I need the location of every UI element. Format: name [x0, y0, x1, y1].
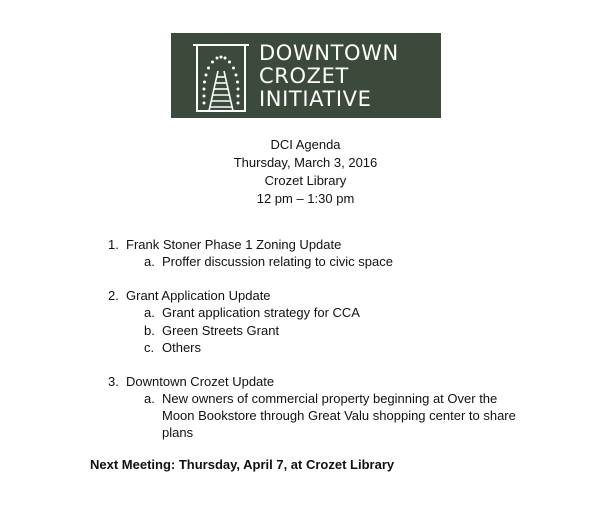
- logo-line: INITIATIVE: [259, 87, 372, 111]
- meeting-time: 12 pm – 1:30 pm: [256, 191, 355, 206]
- subitem-letter: c.: [144, 340, 155, 355]
- subitem-letter: a.: [144, 391, 155, 406]
- agenda-subitem: Green Streets Grant: [162, 323, 280, 338]
- agenda-subitem: Grant application strategy for CCA: [162, 305, 360, 320]
- agenda-item: Grant Application Update: [126, 288, 271, 303]
- agenda-subitem-line: plans: [162, 425, 194, 440]
- subitem-letter: a.: [144, 305, 155, 320]
- logo-line: CROZET: [259, 64, 349, 88]
- agenda-subitem: Proffer discussion relating to civic space: [162, 254, 393, 269]
- organization-logo: [171, 33, 441, 118]
- agenda-header: [0, 136, 611, 208]
- item-number: 2.: [108, 288, 119, 303]
- agenda-item: Downtown Crozet Update: [126, 374, 275, 389]
- agenda-subitem-line: Moon Bookstore through Great Valu shopping center to share: [162, 408, 516, 423]
- meeting-date: Thursday, March 3, 2016: [233, 155, 378, 170]
- next-meeting-note: Next Meeting: Thursday, April 7, at Crozet Library: [90, 457, 395, 472]
- meeting-location: Crozet Library: [264, 173, 347, 188]
- agenda-subitem: Others: [162, 340, 202, 355]
- agenda-title: DCI Agenda: [270, 137, 341, 152]
- item-number: 3.: [108, 374, 119, 389]
- logo-wordmark: [259, 42, 399, 111]
- tunnel-track-icon: [191, 41, 251, 113]
- agenda-subitem-line: New owners of commercial property beginning at Over the: [162, 391, 498, 406]
- subitem-letter: b.: [144, 323, 155, 338]
- logo-line: DOWNTOWN: [259, 41, 399, 65]
- item-number: 1.: [108, 237, 119, 252]
- agenda-item: Frank Stoner Phase 1 Zoning Update: [126, 237, 342, 252]
- subitem-letter: a.: [144, 254, 155, 269]
